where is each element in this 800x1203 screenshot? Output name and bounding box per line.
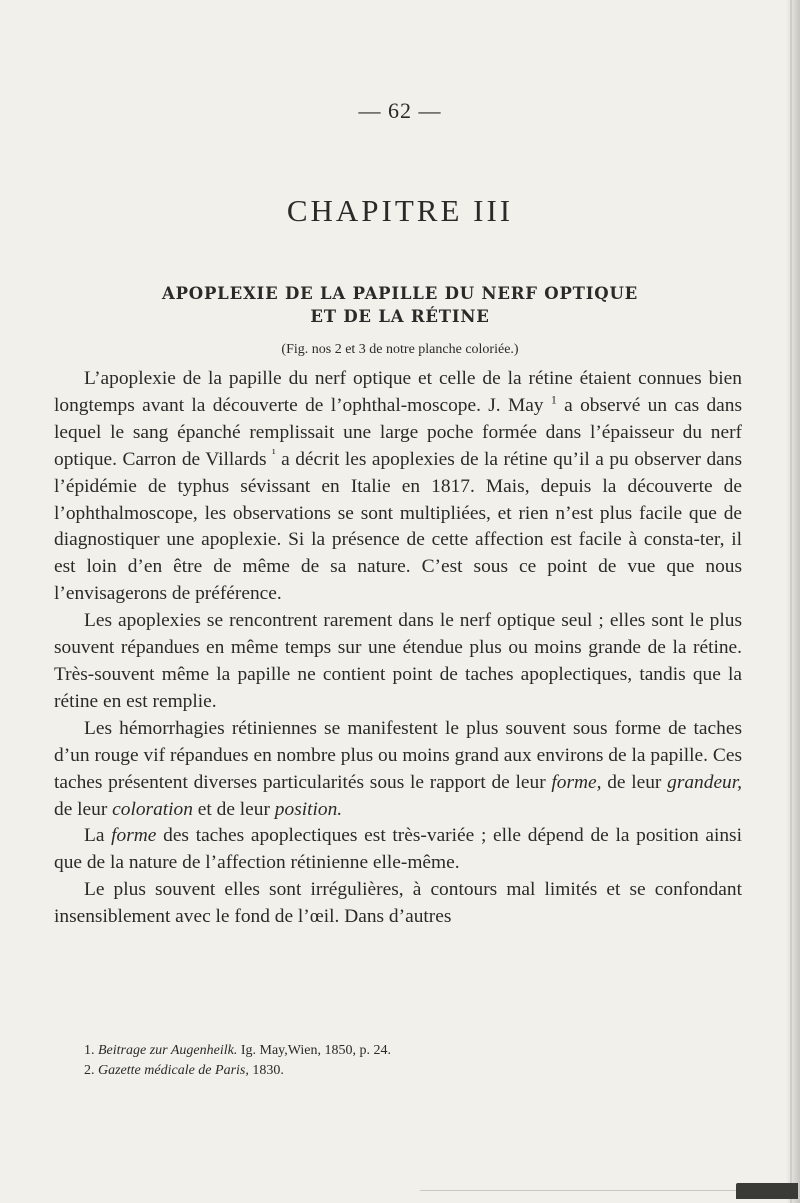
paragraph-1 (54, 366, 742, 608)
footnote-2-number: 2. (84, 1063, 95, 1078)
emphasis-coloration: coloration (112, 798, 193, 820)
paragraph-3-text-d: et de leur (192, 798, 275, 820)
paragraph-4-text-b: des taches apoplectiques est très-variée ; elle dépend de la position ainsi que de la nature de l’affection rétinienne elle-même. (54, 825, 742, 874)
figure-note: (Fig. nos 2 et 3 de notre planche coloriée.) (281, 342, 519, 357)
chapter-heading: CHAPITRE III (286, 193, 514, 228)
bottom-rule (420, 1190, 740, 1191)
emphasis-grandeur: grandeur, (667, 771, 742, 793)
body-text (54, 366, 742, 931)
page-edge-line (790, 0, 792, 1203)
footnote-ref-1: 1 (550, 392, 557, 407)
section-title-line2: ET DE LA RÉTINE (310, 307, 490, 326)
footnote-1 (54, 1041, 742, 1061)
emphasis-position: position. (274, 798, 343, 820)
paragraph-3-text-a: Les hémorrhagies rétiniennes se manifestent le plus souvent sous forme de taches d’un rouge vif répandues en nombre plus ou moins grand aux environs de la papille. Ces taches présentent diverses particularités sous le rapport de leur (54, 717, 742, 793)
paragraph-1-text-a: L’apoplexie de la papille du nerf optique et celle de la rétine étaient connues bien longtemps avant la découverte de l’ophthal-moscope. J. May (54, 368, 742, 416)
binding-mark (736, 1183, 798, 1199)
page-number: — 62 — (358, 98, 442, 123)
paragraph-3 (54, 716, 742, 824)
paragraph-1-text-b: a observé un cas dans lequel le sang épanché remplissait une large poche formée dans l’épaisseur du nerf optique. Carron de Villards (54, 394, 742, 470)
emphasis-forme: forme, (551, 771, 602, 793)
paragraph-4-text-a: La (84, 825, 112, 847)
footnote-ref-2: ¹ (272, 446, 276, 461)
footnotes (54, 1041, 742, 1081)
paragraph-1-text-c: a décrit les apoplexies de la rétine qu’il a pu observer dans l’épidémie de typhus sévissant en Italie en 1817. Mais, depuis la découverte de l’ophthalmoscope, les observations se sont multipliées, et rien n’est plus facile que de diagnostiquer une apoplexie. Si la présence de cette affection est facile à consta-ter, il est loin d’en être de même de sa nature. C’est sous ce point de vue que nous l’envisagerons de préférence. (54, 448, 742, 605)
paragraph-4 (54, 823, 742, 877)
paragraph-3-text-c: de leur (54, 798, 113, 820)
footnote-1-number: 1. (84, 1043, 95, 1058)
footnote-2-title: Gazette médicale de Paris, (98, 1063, 249, 1078)
footnote-1-title: Beitrage zur Augenheilk. (98, 1043, 238, 1058)
footnote-2-text: 1830. (248, 1063, 284, 1078)
paragraph-5: Le plus souvent elles sont irrégulières, à contours mal limités et se confondant insensiblement avec le fond de l’œil. Dans d’autres (54, 879, 742, 928)
section-title-line1: APOPLEXIE DE LA PAPILLE DU NERF OPTIQUE (161, 284, 639, 303)
emphasis-forme-2: forme (111, 825, 157, 847)
footnote-2 (54, 1061, 742, 1081)
paragraph-2: Les apoplexies se rencontrent rarement dans le nerf optique seul ; elles sont le plus souvent répandues en même temps sur une étendue plus ou moins grande de la rétine. Très-souvent même la papille ne contient point de taches apoplectiques, tandis que la rétine en est remplie. (54, 610, 742, 712)
paragraph-3-text-b: de leur (601, 771, 668, 793)
page-edge-shadow (786, 0, 800, 1203)
footnote-1-text: Ig. May,Wien, 1850, p. 24. (237, 1043, 391, 1058)
